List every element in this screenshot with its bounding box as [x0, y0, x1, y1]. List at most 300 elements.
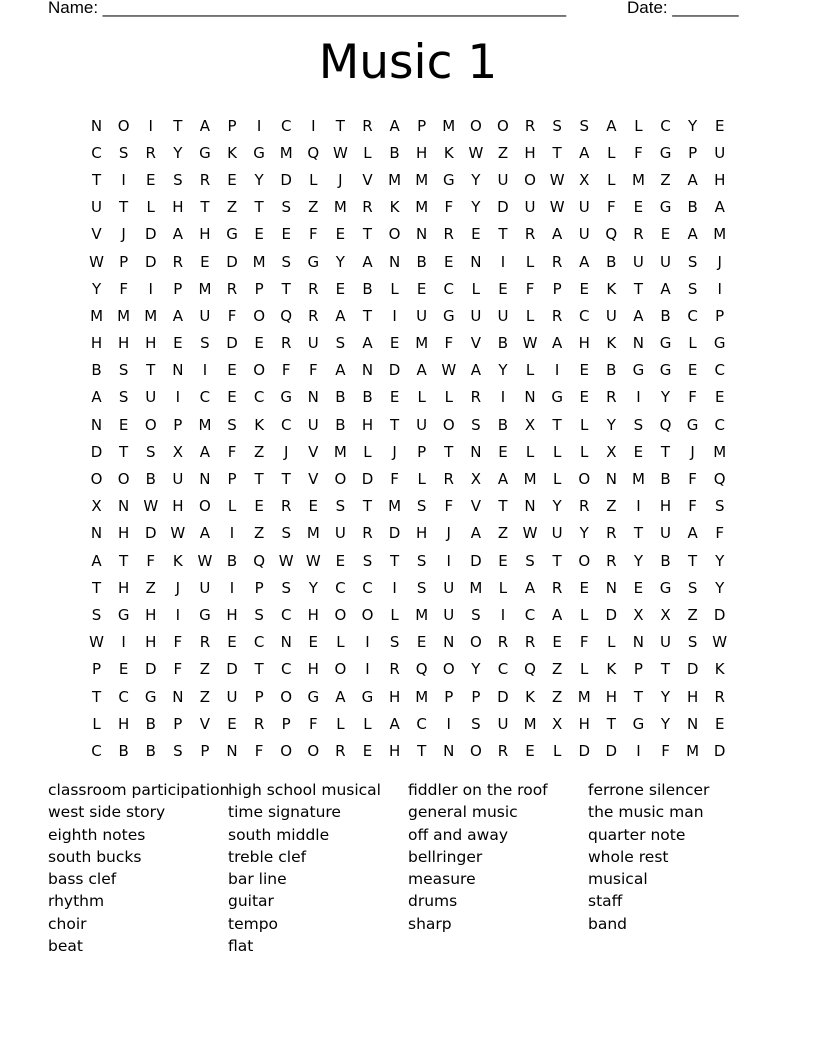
grid-letter: S	[118, 361, 129, 380]
grid-letter: H	[199, 225, 211, 244]
grid-letter: Z	[145, 578, 156, 597]
grid-letter: U	[551, 524, 563, 543]
grid-letter: P	[173, 415, 183, 434]
grid-letter: N	[226, 741, 238, 760]
grid-letter: A	[497, 470, 509, 489]
grid-letter: M	[252, 252, 266, 271]
grid-letter: O	[442, 415, 455, 434]
grid-letter: T	[146, 361, 156, 380]
grid-letter: S	[416, 497, 427, 516]
grid-letter: I	[554, 361, 560, 380]
grid-letter: U	[416, 306, 428, 325]
grid-letter: B	[606, 361, 617, 380]
grid-letter: D	[686, 660, 699, 679]
grid-letter: M	[713, 442, 727, 461]
grid-letter: G	[659, 361, 672, 380]
grid-row	[83, 330, 734, 357]
grid-letter: W	[522, 334, 538, 353]
grid-letter: S	[362, 551, 373, 570]
grid-letter: R	[362, 198, 373, 217]
grid-letter: C	[280, 116, 292, 135]
word-bank-column	[588, 779, 768, 957]
grid-letter: L	[146, 198, 155, 217]
grid-letter: B	[362, 388, 373, 407]
grid-letter: U	[714, 143, 726, 162]
grid-letter: S	[714, 497, 725, 516]
grid-letter: D	[226, 334, 238, 353]
grid-letter: E	[579, 388, 589, 407]
grid-letter: C	[362, 578, 373, 597]
grid-letter: F	[444, 497, 454, 516]
grid-letter: P	[471, 687, 481, 706]
grid-letter: G	[442, 306, 455, 325]
grid-letter: C	[118, 687, 129, 706]
grid-letter: R	[280, 334, 292, 353]
grid-letter: Z	[199, 687, 211, 706]
grid-letter: L	[688, 334, 697, 353]
grid-letter: T	[119, 442, 129, 461]
grid-letter: E	[687, 361, 698, 380]
grid-letter: U	[660, 524, 671, 543]
grid-letter: S	[416, 551, 427, 570]
grid-letter: K	[714, 660, 725, 679]
grid-letter: E	[308, 633, 319, 652]
grid-letter: D	[713, 605, 726, 624]
grid-letter: R	[443, 470, 454, 489]
grid-letter: P	[444, 687, 454, 706]
grid-letter: S	[687, 279, 698, 298]
grid-letter: M	[306, 524, 320, 543]
grid-letter: B	[606, 252, 617, 271]
grid-letter: S	[525, 551, 535, 570]
grid-letter: A	[470, 361, 481, 380]
grid-row	[83, 574, 734, 601]
word-bank-item: classroom participation	[48, 781, 230, 799]
grid-letter: I	[229, 524, 235, 543]
grid-letter: Q	[713, 470, 726, 489]
grid-row	[83, 302, 734, 329]
word-bank-column	[228, 779, 408, 957]
grid-letter: T	[173, 116, 183, 135]
grid-letter: A	[362, 252, 373, 271]
grid-letter: R	[335, 741, 346, 760]
grid-letter: O	[253, 306, 266, 325]
grid-letter: E	[281, 225, 291, 244]
grid-letter: F	[661, 741, 670, 760]
grid-letter: L	[309, 170, 318, 189]
grid-letter: F	[444, 198, 454, 217]
word-bank-item: south bucks	[48, 847, 142, 866]
grid-row	[83, 656, 734, 683]
grid-letter: L	[92, 714, 101, 733]
grid-letter: R	[280, 497, 292, 516]
grid-letter: S	[118, 143, 129, 162]
grid-letter: G	[199, 143, 211, 162]
grid-letter: D	[144, 252, 157, 271]
grid-letter: M	[333, 198, 347, 217]
grid-letter: A	[687, 225, 698, 244]
grid-letter: Y	[579, 524, 589, 543]
grid-letter: N	[632, 633, 645, 652]
grid-letter: I	[500, 252, 506, 271]
grid-letter: G	[659, 198, 672, 217]
grid-letter: P	[227, 116, 237, 135]
grid-letter: T	[444, 442, 454, 461]
grid-letter: B	[145, 741, 156, 760]
grid-letter: I	[175, 605, 181, 624]
grid-letter: L	[525, 252, 535, 271]
grid-letter: J	[175, 578, 181, 597]
grid-letter: D	[90, 442, 103, 461]
grid-letter: I	[121, 170, 126, 189]
grid-letter: L	[417, 388, 426, 407]
grid-letter: C	[524, 605, 536, 624]
grid-letter: M	[117, 306, 131, 325]
grid-letter: R	[443, 225, 454, 244]
grid-letter: J	[690, 442, 695, 461]
grid-letter: L	[580, 415, 589, 434]
grid-letter: L	[417, 470, 426, 489]
grid-letter: T	[91, 687, 102, 706]
grid-letter: F	[525, 279, 535, 298]
grid-letter: P	[227, 470, 237, 489]
grid-letter: L	[580, 442, 589, 461]
grid-letter: S	[281, 578, 291, 597]
word-bank-item: treble clef	[228, 847, 307, 866]
grid-letter: H	[145, 633, 157, 652]
grid-letter: S	[416, 578, 427, 597]
grid-letter: E	[471, 225, 481, 244]
grid-letter: O	[117, 116, 130, 135]
grid-letter: Q	[280, 306, 293, 325]
grid-letter: B	[335, 388, 346, 407]
grid-letter: P	[417, 116, 427, 135]
grid-letter: N	[118, 497, 130, 516]
grid-letter: F	[715, 524, 725, 543]
grid-letter: R	[524, 633, 536, 652]
grid-letter: F	[688, 497, 697, 516]
grid-letter: R	[145, 143, 156, 162]
grid-letter: R	[606, 524, 617, 543]
grid-letter: L	[552, 442, 562, 461]
grid-letter: A	[606, 116, 617, 135]
grid-letter: M	[144, 306, 158, 325]
grid-letter: M	[469, 578, 483, 597]
grid-letter: W	[143, 497, 159, 516]
grid-letter: U	[199, 578, 211, 597]
grid-letter: U	[497, 714, 509, 733]
grid-letter: A	[172, 225, 183, 244]
grid-letter: D	[144, 225, 157, 244]
grid-letter: M	[388, 170, 402, 189]
grid-letter: L	[336, 714, 345, 733]
grid-letter: O	[524, 170, 536, 189]
grid-letter: M	[523, 470, 537, 489]
grid-letter: Z	[687, 605, 698, 624]
grid-letter: A	[633, 306, 644, 325]
grid-letter: D	[361, 470, 374, 489]
grid-letter: Y	[91, 279, 102, 298]
grid-letter: N	[524, 388, 536, 407]
grid-row	[83, 438, 734, 465]
grid-letter: O	[253, 361, 266, 380]
grid-letter: B	[145, 470, 156, 489]
grid-letter: R	[199, 170, 211, 189]
grid-letter: S	[200, 334, 210, 353]
word-bank-item: drums	[408, 892, 458, 911]
word-bank-item: bar line	[228, 870, 287, 889]
grid-letter: Y	[660, 388, 671, 407]
grid-letter: U	[578, 225, 590, 244]
grid-letter: E	[714, 388, 725, 407]
grid-letter: O	[388, 225, 401, 244]
grid-letter: T	[335, 116, 345, 135]
grid-letter: B	[118, 741, 129, 760]
grid-letter: G	[713, 334, 726, 353]
grid-letter: Z	[253, 524, 265, 543]
grid-letter: T	[91, 578, 102, 597]
grid-letter: I	[229, 578, 235, 597]
grid-letter: Z	[552, 687, 563, 706]
grid-letter: T	[254, 198, 264, 217]
word-bank-item: choir	[48, 914, 87, 933]
grid-letter: Y	[254, 170, 264, 189]
grid-letter: P	[173, 714, 183, 733]
grid-letter: W	[89, 252, 104, 271]
grid-letter: V	[199, 714, 211, 733]
grid-letter: L	[525, 361, 535, 380]
grid-letter: O	[117, 470, 130, 489]
grid-letter: D	[605, 605, 618, 624]
grid-letter: N	[388, 252, 401, 271]
grid-letter: F	[254, 741, 264, 760]
grid-letter: I	[365, 633, 370, 652]
grid-letter: C	[714, 361, 725, 380]
grid-letter: I	[717, 279, 722, 298]
grid-letter: E	[173, 334, 183, 353]
word-bank-item: staff	[588, 892, 623, 911]
grid-letter: Y	[471, 198, 481, 217]
date-field-label: Date: _______	[627, 0, 739, 17]
grid-letter: D	[388, 524, 401, 543]
grid-letter: E	[498, 279, 508, 298]
grid-letter: I	[311, 116, 316, 135]
grid-letter: P	[633, 660, 643, 679]
grid-letter: N	[470, 442, 482, 461]
grid-letter: T	[362, 497, 373, 516]
grid-letter: F	[173, 660, 183, 679]
grid-letter: M	[415, 605, 429, 624]
grid-letter: E	[227, 633, 237, 652]
grid-row	[83, 710, 734, 737]
grid-letter: Q	[605, 225, 618, 244]
grid-letter: S	[281, 198, 291, 217]
grid-letter: A	[335, 687, 346, 706]
grid-letter: U	[91, 198, 103, 217]
grid-letter: S	[173, 170, 183, 189]
grid-letter: C	[253, 388, 265, 407]
grid-letter: Y	[471, 170, 481, 189]
grid-letter: H	[307, 660, 319, 679]
grid-letter: L	[607, 143, 616, 162]
grid-letter: H	[145, 334, 157, 353]
grid-letter: E	[335, 225, 346, 244]
grid-letter: W	[332, 143, 348, 162]
word-bank-item: west side story	[48, 803, 166, 822]
grid-letter: H	[118, 524, 130, 543]
grid-letter: O	[469, 116, 482, 135]
grid-letter: S	[335, 334, 346, 353]
grid-letter: R	[551, 252, 563, 271]
grid-letter: S	[173, 741, 183, 760]
grid-letter: I	[121, 633, 126, 652]
grid-row	[83, 384, 734, 411]
word-bank-item: beat	[48, 937, 83, 956]
grid-letter: G	[659, 578, 672, 597]
grid-letter: M	[415, 334, 429, 353]
grid-letter: A	[470, 524, 481, 543]
grid-letter: H	[524, 143, 536, 162]
grid-letter: U	[145, 388, 157, 407]
grid-letter: C	[443, 279, 454, 298]
grid-letter: N	[307, 388, 319, 407]
grid-letter: I	[175, 388, 181, 407]
grid-letter: C	[280, 415, 292, 434]
word-search-grid	[83, 112, 734, 765]
grid-letter: A	[362, 334, 373, 353]
grid-letter: T	[119, 551, 129, 570]
grid-letter: I	[148, 279, 153, 298]
grid-letter: L	[525, 306, 535, 325]
grid-letter: L	[634, 116, 643, 135]
grid-letter: B	[91, 361, 102, 380]
grid-letter: U	[416, 415, 428, 434]
grid-row	[83, 493, 734, 520]
grid-letter: I	[202, 361, 208, 380]
grid-letter: L	[227, 497, 237, 516]
grid-letter: T	[660, 442, 671, 461]
grid-letter: X	[91, 497, 102, 516]
grid-letter: A	[552, 334, 563, 353]
grid-letter: H	[118, 334, 130, 353]
grid-row	[83, 275, 734, 302]
grid-letter: O	[280, 741, 293, 760]
grid-letter: T	[498, 225, 508, 244]
grid-letter: Y	[715, 551, 725, 570]
grid-letter: M	[415, 198, 429, 217]
grid-letter: T	[389, 551, 400, 570]
grid-letter: H	[605, 687, 617, 706]
grid-letter: P	[715, 306, 725, 325]
grid-letter: T	[606, 714, 616, 733]
grid-letter: E	[552, 633, 562, 652]
grid-letter: R	[524, 116, 536, 135]
grid-letter: M	[577, 687, 591, 706]
grid-letter: W	[549, 198, 565, 217]
grid-letter: B	[362, 279, 373, 298]
grid-letter: Z	[660, 170, 671, 189]
grid-letter: H	[145, 605, 157, 624]
grid-letter: A	[579, 143, 590, 162]
grid-letter: G	[226, 225, 238, 244]
grid-letter: Z	[199, 660, 211, 679]
grid-letter: F	[308, 225, 318, 244]
grid-letter: M	[388, 497, 402, 516]
grid-letter: H	[686, 687, 699, 706]
grid-letter: V	[470, 497, 481, 516]
grid-letter: T	[281, 279, 291, 298]
grid-letter: H	[416, 524, 428, 543]
grid-letter: A	[552, 605, 563, 624]
grid-letter: E	[227, 170, 237, 189]
grid-letter: W	[197, 551, 213, 570]
grid-letter: E	[254, 225, 264, 244]
grid-letter: L	[363, 442, 372, 461]
grid-letter: C	[91, 143, 102, 162]
grid-letter: D	[144, 660, 157, 679]
grid-letter: Q	[307, 143, 320, 162]
grid-letter: N	[632, 334, 645, 353]
grid-letter: A	[91, 388, 102, 407]
grid-letter: H	[172, 198, 184, 217]
grid-letter: L	[525, 442, 535, 461]
grid-letter: Y	[471, 660, 481, 679]
grid-letter: F	[688, 470, 697, 489]
grid-letter: W	[441, 361, 457, 380]
grid-letter: J	[283, 442, 289, 461]
grid-letter: E	[227, 388, 237, 407]
grid-letter: E	[579, 361, 589, 380]
grid-letter: I	[392, 306, 397, 325]
grid-letter: N	[524, 497, 536, 516]
grid-letter: B	[389, 143, 400, 162]
grid-letter: U	[172, 470, 184, 489]
word-bank-item: whole rest	[588, 847, 669, 866]
grid-letter: R	[579, 497, 590, 516]
grid-letter: E	[118, 415, 129, 434]
grid-letter: E	[200, 252, 210, 271]
grid-letter: E	[308, 497, 319, 516]
word-bank-item: fiddler on the roof	[408, 781, 548, 799]
grid-letter: L	[390, 605, 399, 624]
grid-letter: H	[172, 497, 184, 516]
grid-letter: O	[497, 116, 509, 135]
grid-letter: O	[442, 660, 455, 679]
grid-row	[83, 465, 734, 492]
grid-letter: O	[307, 741, 320, 760]
grid-letter: F	[579, 633, 589, 652]
grid-letter: K	[389, 198, 400, 217]
grid-letter: K	[443, 143, 454, 162]
grid-letter: N	[686, 714, 699, 733]
grid-letter: E	[633, 198, 644, 217]
grid-letter: F	[688, 388, 697, 407]
grid-letter: M	[198, 279, 212, 298]
grid-letter: P	[119, 252, 129, 271]
grid-letter: I	[148, 116, 153, 135]
word-bank-item: guitar	[228, 892, 274, 911]
word-bank-item: band	[588, 914, 627, 933]
grid-letter: I	[392, 578, 397, 597]
grid-letter: P	[173, 279, 183, 298]
grid-letter: C	[687, 306, 698, 325]
grid-letter: R	[226, 279, 238, 298]
word-bank-item: ferrone silencer	[588, 781, 710, 799]
grid-letter: I	[446, 551, 451, 570]
page-title: Music 1	[318, 35, 498, 90]
grid-letter: W	[549, 170, 565, 189]
grid-letter: E	[633, 442, 644, 461]
